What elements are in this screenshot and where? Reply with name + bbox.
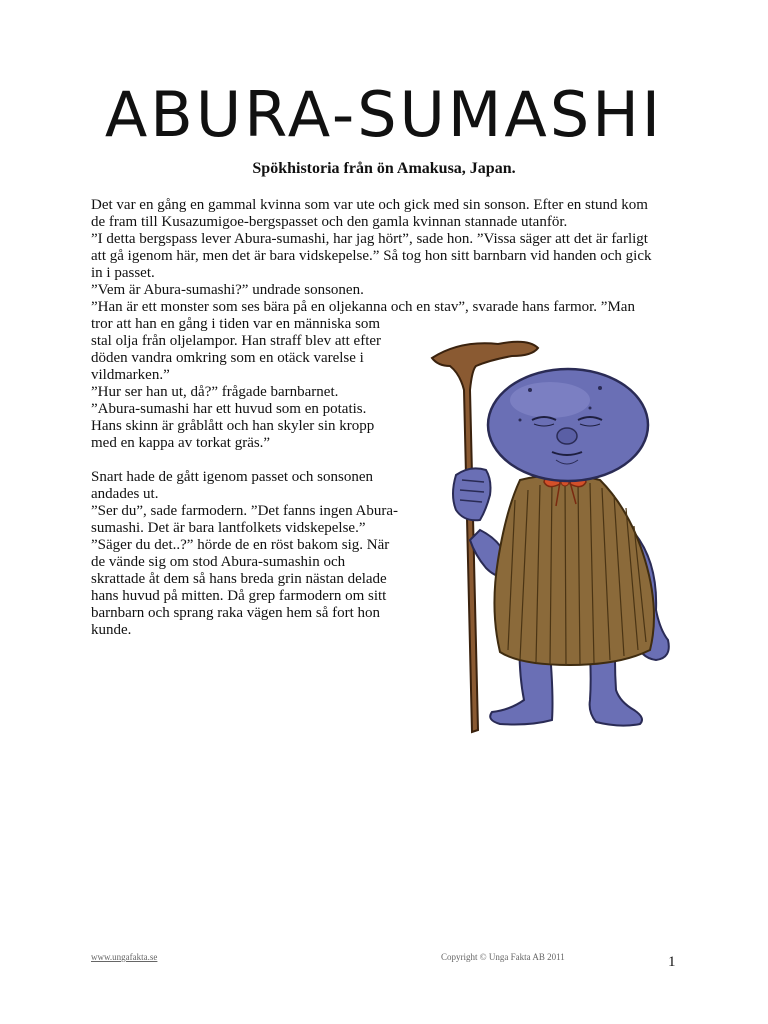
hand-icon xyxy=(453,468,491,520)
story-line: skrattade åt dem så hans breda grin nästan delade xyxy=(91,571,387,587)
page-number: 1 xyxy=(668,954,676,970)
story-line: ”I detta bergspass lever Abura-sumashi, har jag hört”, sade hon. ”Vissa säger att det är farligt xyxy=(91,231,648,247)
story-line: ”Han är ett monster som ses bära på en oljekanna och en stav”, svarade hans farmor. ”Man xyxy=(91,299,635,315)
story-line: ”Hur ser han ut, då?” frågade barnbarnet. xyxy=(91,384,339,400)
page-subtitle: Spökhistoria från ön Amakusa, Japan. xyxy=(252,160,516,177)
story-line: vildmarken.” xyxy=(91,367,170,383)
story-line: Snart hade de gått igenom passet och sonsonen xyxy=(91,469,374,485)
story-line: med en kappa av torkat gräs.” xyxy=(91,435,271,451)
story-line: in i passet. xyxy=(91,265,155,281)
story-line: tror att han en gång i tiden var en människa som xyxy=(91,316,381,332)
story-line: barnbarn och sprang raka vägen hem så fort hon xyxy=(91,605,381,621)
footer-website-link[interactable]: www.ungafakta.se xyxy=(91,952,158,962)
footer-copyright: Copyright © Unga Fakta AB 2011 xyxy=(441,952,565,962)
story-line: ”Ser du”, sade farmodern. ”Det fanns ingen Abura- xyxy=(91,503,398,519)
story-line: de fram till Kusazumigoe-bergspasset och den gamla kvinnan stannade utanför. xyxy=(91,214,568,230)
story-line: andades ut. xyxy=(91,486,159,502)
paragraph-gap xyxy=(91,452,398,469)
story-line: att gå igenom här, men det är bara vidskepelse.” Så tog hon sitt barnbarn vid handen och gick xyxy=(91,248,652,264)
story-line: Det var en gång en gammal kvinna som var ute och gick med sin sonson. Efter en stund kom xyxy=(91,197,648,213)
story-line: hans huvud på mitten. Då grep farmodern om sitt xyxy=(91,588,387,604)
story-line: sumashi. Det är bara lantfolkets vidskepelse.” xyxy=(91,520,366,536)
story-paragraph-full xyxy=(91,197,651,316)
story-line: ”Abura-sumashi har ett huvud som en potatis. xyxy=(91,401,367,417)
grass-cloak xyxy=(494,475,654,665)
page-title: ABURA-SUMASHI xyxy=(104,78,664,151)
story-line: de vände sig om stod Abura-sumashin och xyxy=(91,554,346,570)
story-paragraph-narrow xyxy=(91,316,398,639)
potato-head xyxy=(488,369,648,481)
story-line: döden vandra omkring som en otäck varelse i xyxy=(91,350,364,366)
story-line: ”Vem är Abura-sumashi?” undrade sonsonen. xyxy=(91,282,364,298)
story-line: stal olja från oljelampor. Han straff blev att efter xyxy=(91,333,382,349)
story-line: kunde. xyxy=(91,622,132,638)
story-line: ”Säger du det..?” hörde de en röst bakom sig. När xyxy=(91,537,390,553)
abura-sumashi-illustration xyxy=(420,330,690,750)
story-line: Hans skinn är gråblått och han skyler sin kropp xyxy=(91,418,375,434)
